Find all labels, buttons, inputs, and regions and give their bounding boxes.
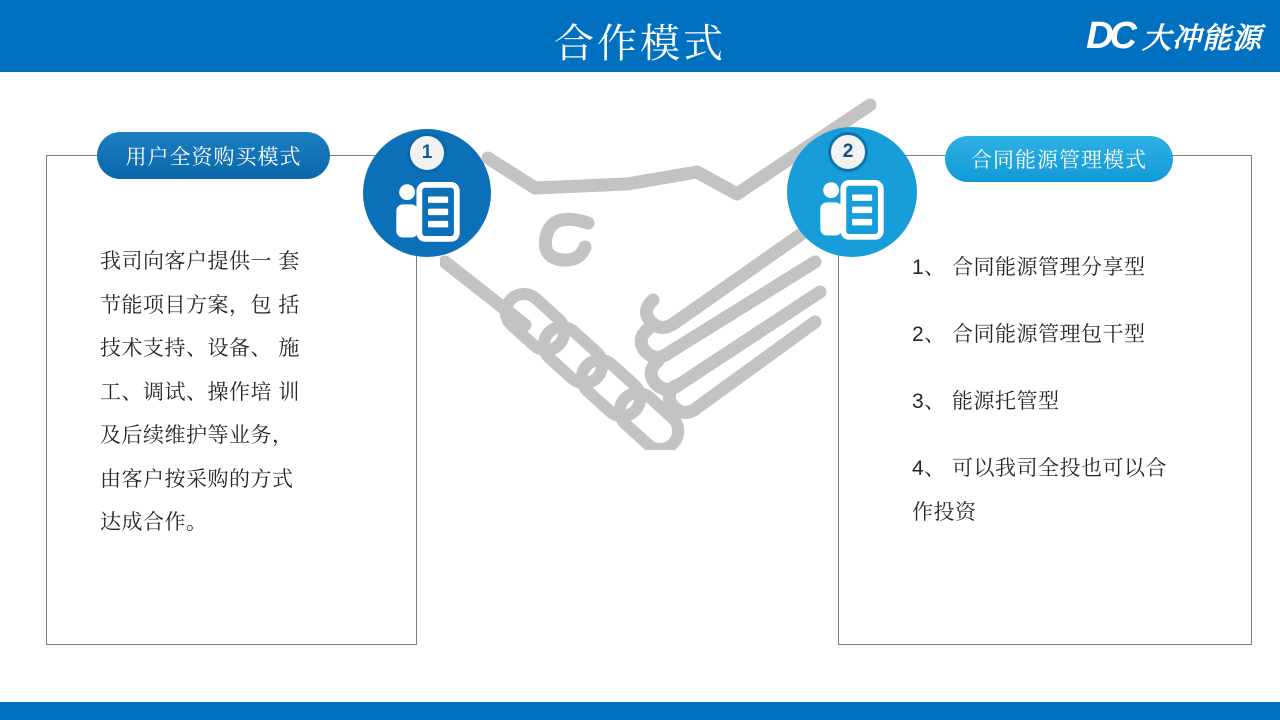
list-item-line: 作投资: [912, 501, 977, 524]
paragraph-line: 技术支持、设备、 施: [100, 337, 300, 360]
right-panel-list: [912, 246, 1228, 535]
logo-dc-icon: DC: [1086, 15, 1133, 57]
right-panel-title-pill: [945, 136, 1173, 182]
list-item: [912, 447, 1228, 535]
paragraph-line: 由客户按采购的方式: [100, 467, 294, 491]
list-item: 1、 合同能源管理分享型: [912, 256, 1146, 279]
list-item: 3、 能源托管型: [912, 390, 1060, 413]
person-document-icon: [816, 175, 888, 247]
list-item: 2、 合同能源管理包干型: [912, 323, 1146, 346]
header-bar: [0, 0, 1280, 72]
paragraph-line: 及后续维护等业务，: [100, 424, 294, 447]
list-item-line: 4、 可以我司全投也可以合: [912, 457, 1168, 480]
paragraph-line: 达成合作。: [100, 511, 208, 534]
left-panel-title-pill: [97, 132, 330, 179]
step-badge-2: [828, 132, 868, 172]
right-panel-title: 合同能源管理模式: [971, 149, 1147, 172]
paragraph-line: 工、调试、操作培 训: [100, 380, 300, 404]
paragraph-line: 节能项目方案，包 括: [100, 293, 300, 317]
step-number: 1: [421, 142, 433, 163]
footer-bar: [0, 702, 1280, 720]
logo-company-name: 大冲能源: [1141, 23, 1262, 55]
left-panel-title: 用户全资购买模式: [125, 145, 302, 169]
company-logo: [1086, 15, 1262, 58]
person-document-icon: [392, 177, 464, 249]
paragraph-line: 我司向客户提供一 套: [100, 250, 300, 273]
step-badge-1: [407, 133, 447, 173]
left-panel-paragraph: [100, 240, 372, 545]
step-number: 2: [842, 141, 854, 162]
page-title: 合作模式: [554, 22, 726, 66]
